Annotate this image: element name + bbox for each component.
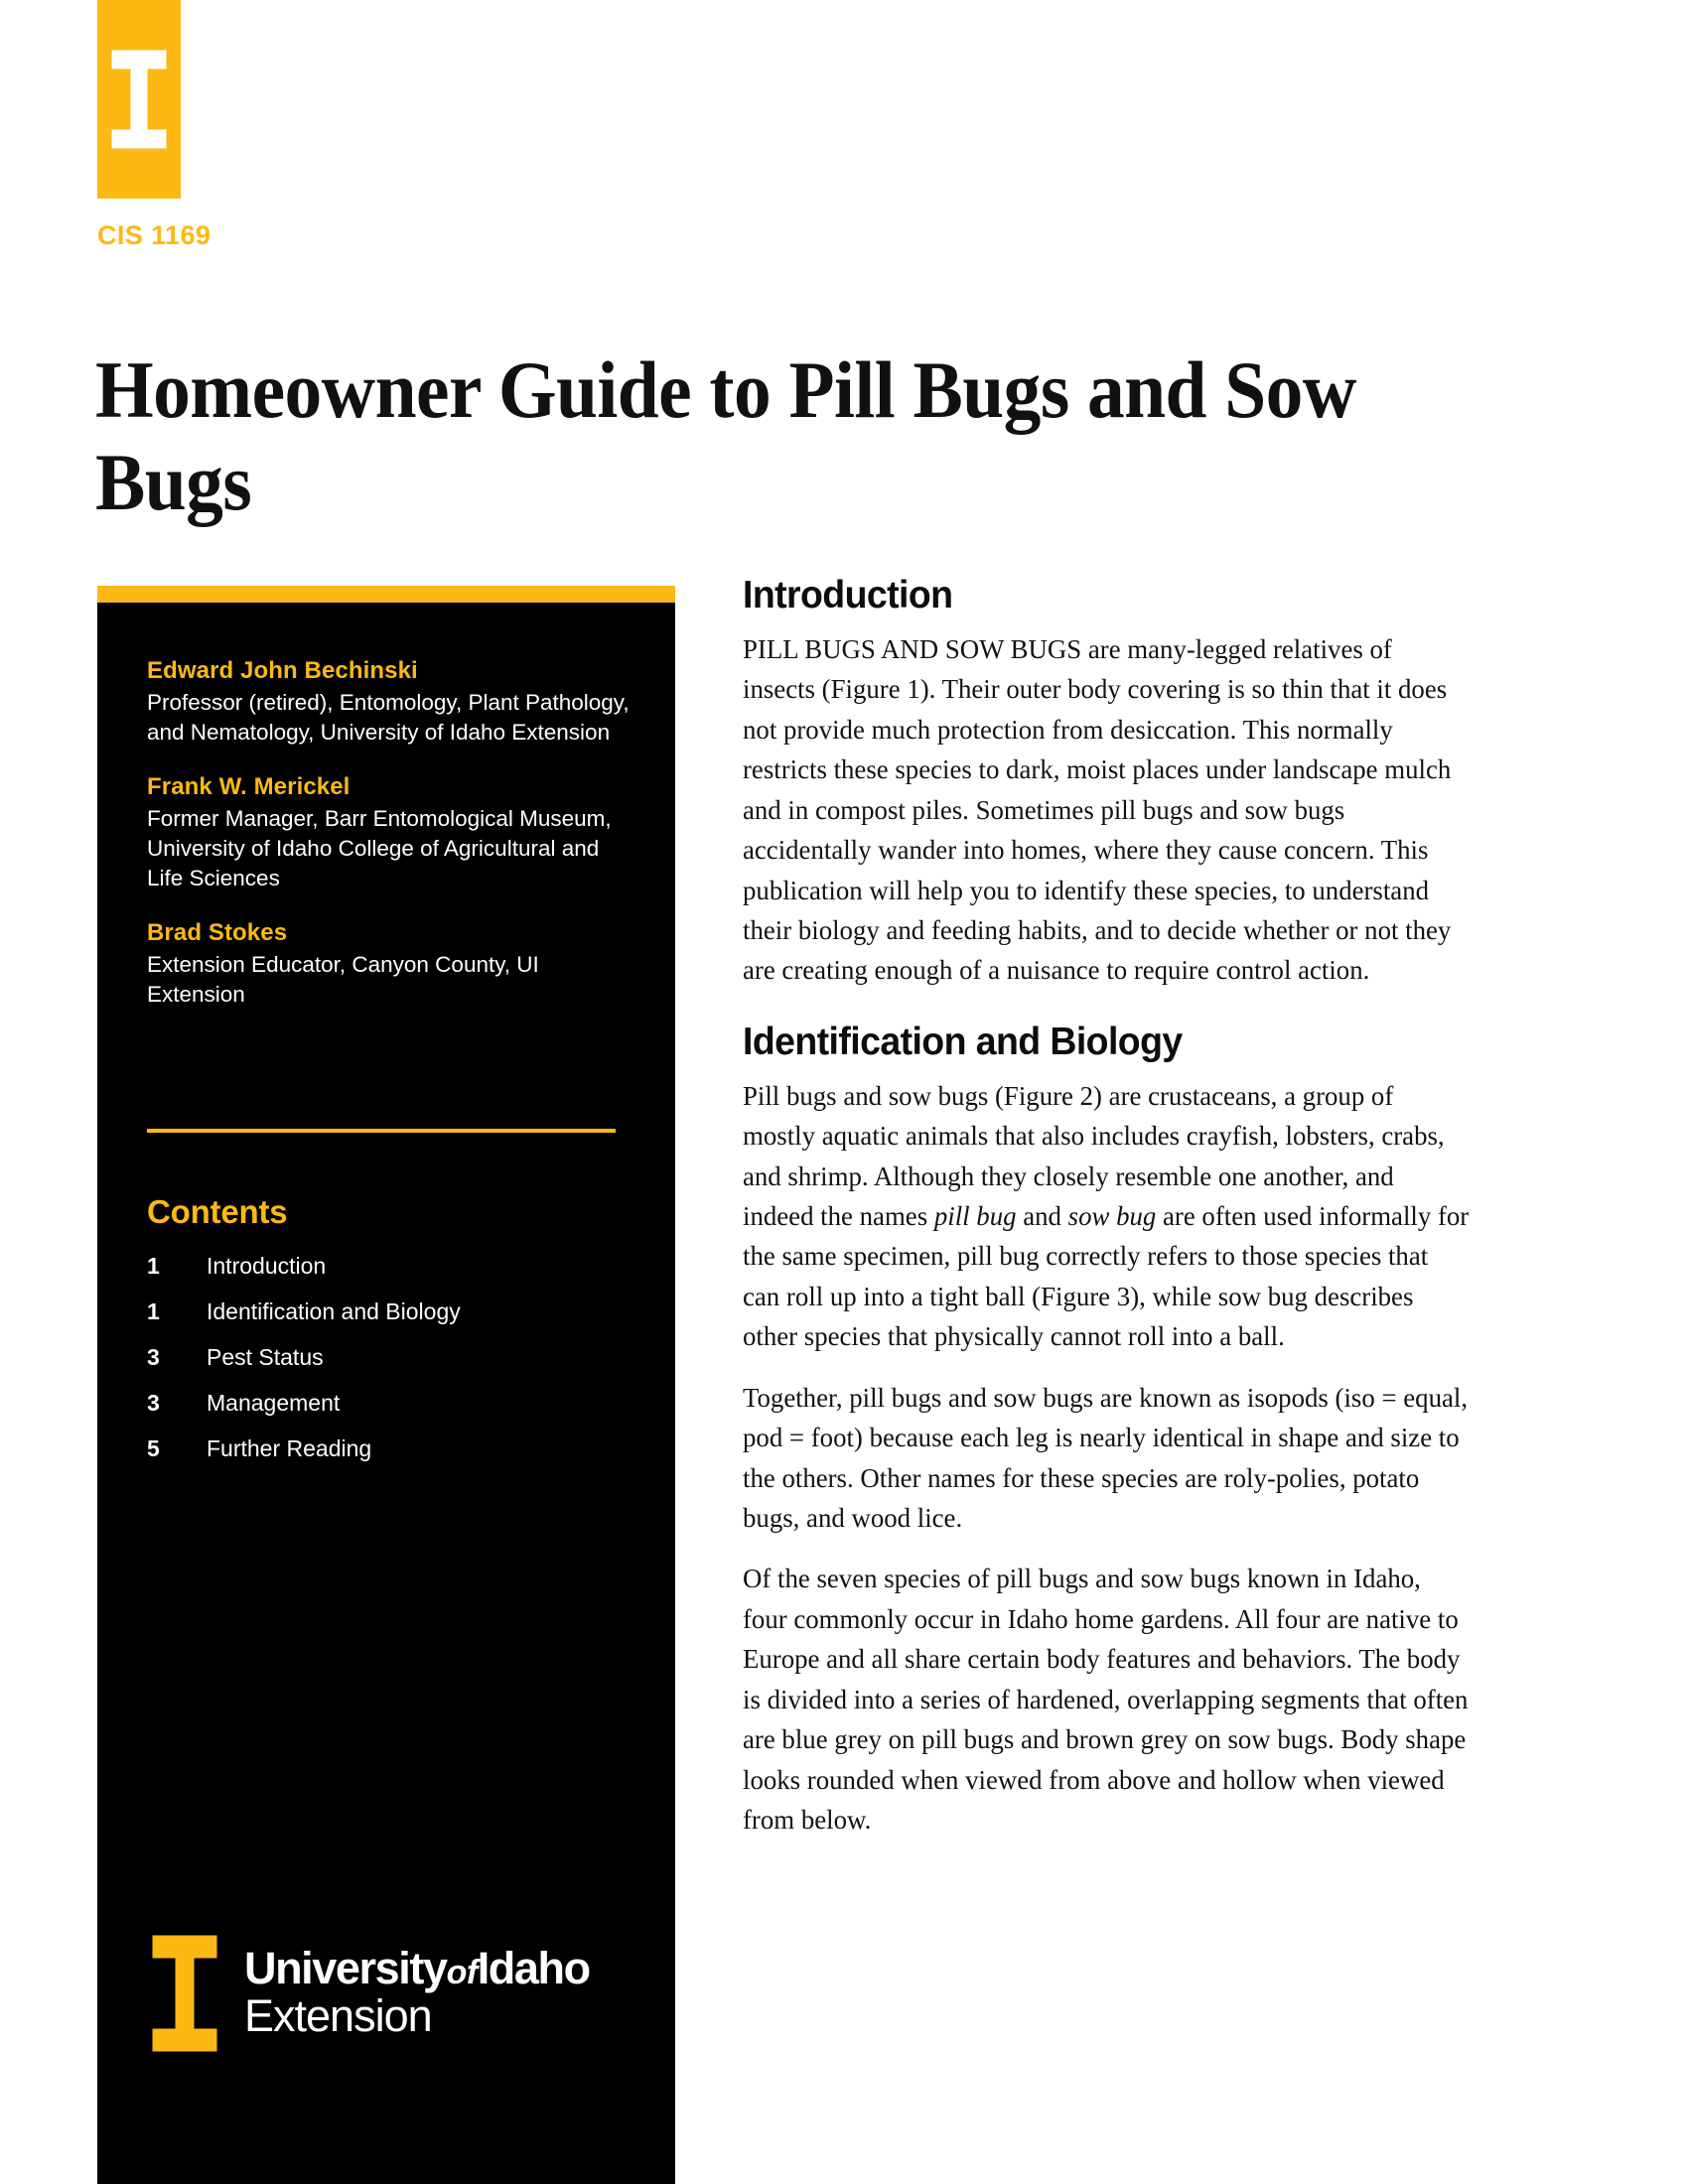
emphasis-sow-bug: sow bug — [1067, 1200, 1157, 1232]
page-title: Homeowner Guide to Pill Bugs and Sow Bugs — [95, 343, 1356, 527]
uidaho-wordmark-line1 — [244, 1943, 590, 1994]
author-name: Edward John Bechinski — [147, 657, 418, 684]
text-run: Pill bugs and sow bugs (Figure 2) are crustaceans, a group of mostly aquatic animals that also includes crayfish, lobsters, crabs, and shrimp. Although they closely resemble one another, and indeed the names — [743, 1079, 1445, 1232]
uidaho-word-of: of — [446, 1954, 478, 1992]
toc-page-number: 1 — [147, 1253, 160, 1279]
toc-item-management[interactable] — [147, 1390, 637, 1417]
section-heading-identification-and-biology: Identification and Biology — [743, 1020, 1183, 1063]
paragraph-identification-3: Of the seven species of pill bugs and sow bugs known in Idaho, four commonly occur in Idaho home gardens. All four are native to Europe and all share certain body features and behaviors. The body is divided into a series of hardened, overlapping segments that often are blue grey on pill bugs and brown grey on sow bugs. Body shape looks rounded when viewed from above and hollow when viewed from below. — [743, 1563, 1469, 1835]
author-list — [147, 657, 637, 1034]
paragraph-identification-1 — [743, 1076, 1471, 1357]
table-of-contents — [147, 1193, 637, 1481]
toc-label: Identification and Biology — [207, 1298, 461, 1324]
uidaho-word-university: University — [244, 1943, 447, 1994]
toc-label: Introduction — [207, 1253, 327, 1279]
vandal-i-logo-icon — [108, 47, 170, 152]
toc-page-number: 1 — [147, 1298, 160, 1324]
sidebar-divider — [147, 1129, 616, 1133]
toc-item-introduction[interactable] — [147, 1253, 637, 1280]
uidaho-word-idaho: Idaho — [477, 1943, 590, 1994]
author-entry — [147, 657, 637, 748]
text-run: are often used informally for the same specimen, pill bug correctly refers to those species that can roll up into a tight ball (Figure 3), while sow bug describes other species that physically cannot roll into a ball. — [743, 1200, 1470, 1352]
section-heading-introduction: Introduction — [743, 574, 953, 616]
vandal-i-logo-icon — [147, 1930, 222, 2057]
author-entry — [147, 773, 637, 893]
uidaho-logo-block — [97, 0, 181, 199]
toc-page-number: 3 — [147, 1390, 160, 1416]
main-content — [743, 574, 1489, 1860]
toc-label: Pest Status — [207, 1344, 324, 1370]
toc-page-number: 3 — [147, 1344, 160, 1370]
toc-item-identification-and-biology[interactable] — [147, 1298, 637, 1325]
author-entry — [147, 919, 637, 1010]
author-name: Brad Stokes — [147, 918, 288, 946]
paragraph-identification-2: Together, pill bugs and sow bugs are known as isopods (iso = equal, pod = foot) because each leg is nearly identical in shape and size to the others. Other names for these species are roly-polies, potato bugs, and wood lice. — [743, 1381, 1469, 1534]
author-affiliation: Extension Educator, Canyon County, UI Extension — [147, 951, 539, 1007]
toc-item-pest-status[interactable] — [147, 1344, 637, 1371]
sidebar-accent-bar — [97, 586, 675, 603]
toc-label: Management — [207, 1390, 341, 1416]
author-affiliation: Former Manager, Barr Entomological Museum, University of Idaho College of Agricultural and Life Sciences — [147, 805, 612, 890]
text-run: and — [1016, 1200, 1068, 1232]
emphasis-pill-bug: pill bug — [933, 1200, 1017, 1232]
university-of-idaho-extension-logo — [147, 1930, 590, 2057]
uidaho-wordmark — [244, 1943, 590, 2042]
toc-label: Further Reading — [207, 1435, 372, 1461]
publication-number: CIS 1169 — [97, 220, 211, 250]
author-name: Frank W. Merickel — [147, 772, 351, 800]
toc-page-number: 5 — [147, 1435, 160, 1461]
paragraph-introduction: PILL BUGS AND SOW BUGS are many-legged relatives of insects (Figure 1). Their outer body covering is so thin that it does not provide much protection from desiccation. This normally restricts these species to dark, moist places under landscape mulch and in compost piles. Sometimes pill bugs and sow bugs accidentally wander into homes, where they cause concern. This publication will help you to identify these species, to understand their biology and feeding habits, and to decide whether or not they are creating enough of a nuisance to require control action. — [743, 633, 1452, 986]
toc-item-further-reading[interactable] — [147, 1435, 637, 1462]
author-affiliation: Professor (retired), Entomology, Plant Pathology, and Nematology, University of Idaho Extension — [147, 690, 630, 745]
masthead — [97, 0, 211, 251]
uidaho-wordmark-line2: Extension — [244, 1990, 432, 2042]
sidebar — [97, 586, 675, 2184]
contents-heading: Contents — [147, 1193, 288, 1230]
